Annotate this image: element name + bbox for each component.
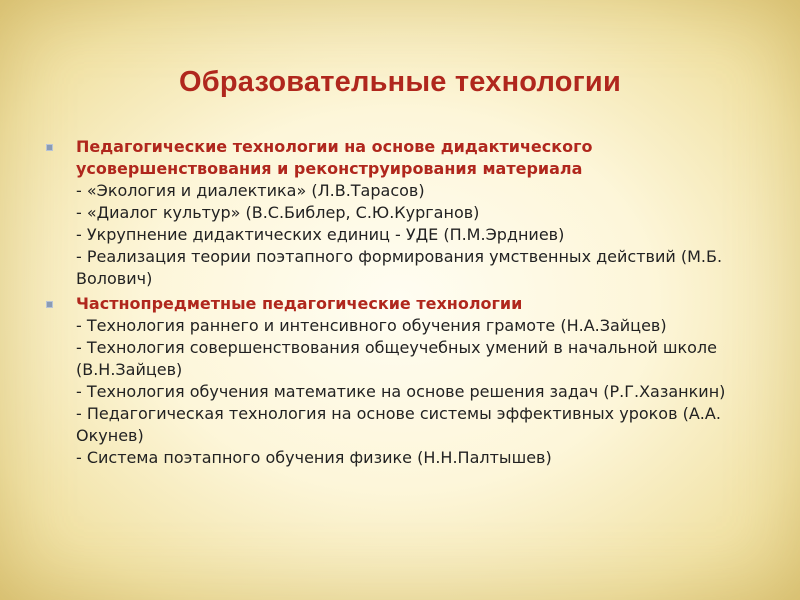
- item-line: - «Диалог культур» (В.С.Библер, С.Ю.Курганов): [76, 203, 480, 222]
- bullet-square-icon: [46, 301, 53, 308]
- item-line: (В.Н.Зайцев): [76, 360, 183, 379]
- item-line: - Технология совершенствования общеучебных умений в начальной школе: [76, 338, 717, 357]
- item-heading: Педагогические технологии на основе дидактического: [76, 137, 593, 156]
- item-line: - Технология обучения математике на основе решения задач (Р.Г.Хазанкин): [76, 382, 726, 401]
- bullet-item-subject: [40, 293, 780, 469]
- bullet-item-didactic: [40, 136, 780, 290]
- slide-title: Образовательные технологии: [179, 66, 621, 98]
- item-line: - «Экология и диалектика» (Л.В.Тарасов): [76, 181, 425, 200]
- item-line: - Реализация теории поэтапного формирования умственных действий (М.Б.: [76, 247, 723, 266]
- item-heading: Частнопредметные педагогические технологии: [76, 294, 523, 313]
- item-line: Окунев): [76, 426, 144, 445]
- bullet-list: [40, 136, 780, 472]
- item-line: - Укрупнение дидактических единиц - УДЕ (П.М.Эрдниев): [76, 225, 565, 244]
- item-line: Волович): [76, 269, 153, 288]
- item-heading: усовершенствования и реконструирования материала: [76, 159, 583, 178]
- item-line: - Технология раннего и интенсивного обучения грамоте (Н.А.Зайцев): [76, 316, 667, 335]
- item-line: - Система поэтапного обучения физике (Н.Н.Палтышев): [76, 448, 552, 467]
- bullet-square-icon: [46, 144, 53, 151]
- item-line: - Педагогическая технология на основе системы эффективных уроков (А.А.: [76, 404, 721, 423]
